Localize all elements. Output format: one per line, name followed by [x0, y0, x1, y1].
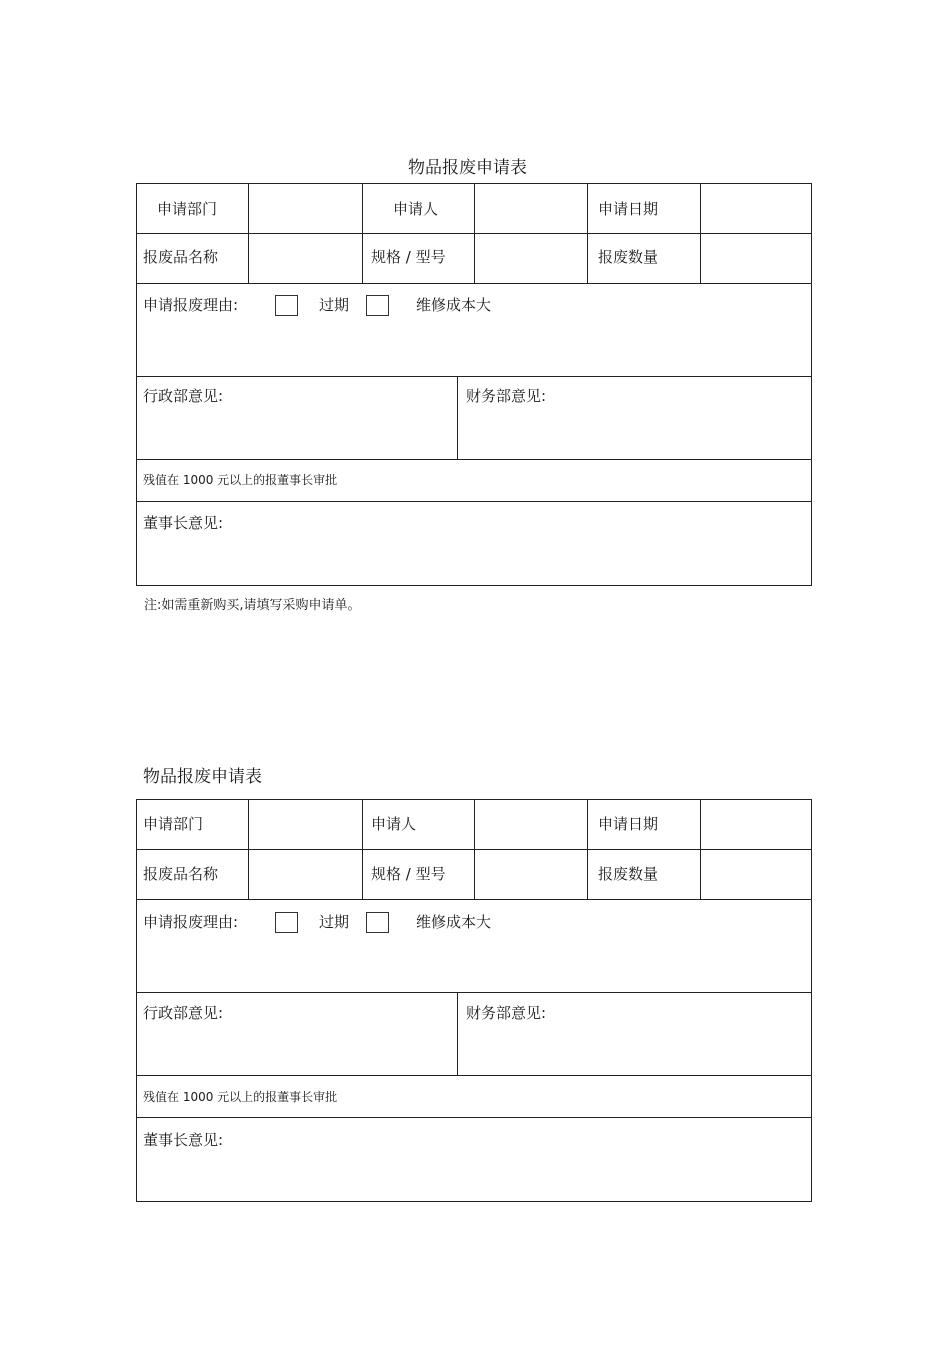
spec-model-label: 规格 / 型号: [371, 248, 446, 266]
row-divider: [137, 501, 811, 502]
date-field[interactable]: [701, 184, 811, 232]
form-title: 物品报废申请表: [143, 767, 262, 787]
expired-option-label: 过期: [319, 913, 350, 931]
expired-checkbox[interactable]: [275, 912, 298, 933]
repair-cost-checkbox[interactable]: [366, 295, 389, 316]
col-divider: [587, 184, 588, 283]
department-label: 申请部门: [143, 815, 204, 833]
reason-field[interactable]: [137, 319, 811, 375]
item-name-field[interactable]: [249, 850, 361, 898]
admin-opinion-field[interactable]: [137, 406, 456, 458]
row-divider: [137, 376, 811, 377]
spec-model-label: 规格 / 型号: [371, 865, 446, 883]
footnote: 注:如需重新购买,请填写采购申请单。: [144, 598, 361, 613]
row-divider: [137, 1075, 811, 1076]
item-name-label: 报废品名称: [143, 248, 219, 266]
department-field[interactable]: [249, 184, 361, 232]
department-label: 申请部门: [157, 200, 218, 218]
quantity-label: 报废数量: [598, 248, 659, 266]
chairman-opinion-label: 董事长意见:: [143, 514, 224, 532]
finance-opinion-label: 财务部意见:: [466, 387, 547, 405]
form-title: 物品报废申请表: [408, 158, 527, 178]
scrap-request-form: [136, 183, 812, 586]
row-divider: [137, 283, 811, 284]
scrap-request-form: [136, 799, 812, 1202]
date-label: 申请日期: [598, 200, 659, 218]
spec-model-field[interactable]: [475, 234, 586, 282]
approval-rule-text: 残值在 1000 元以上的报董事长审批: [143, 1090, 338, 1104]
repair-cost-option-label: 维修成本大: [416, 913, 492, 931]
spec-model-field[interactable]: [475, 850, 586, 898]
reason-label: 申请报废理由:: [143, 296, 239, 314]
reason-label: 申请报废理由:: [143, 913, 239, 931]
applicant-label: 申请人: [371, 815, 417, 833]
col-divider: [362, 800, 363, 899]
admin-opinion-field[interactable]: [137, 1023, 456, 1074]
applicant-label: 申请人: [393, 200, 439, 218]
applicant-field[interactable]: [475, 800, 586, 848]
expired-checkbox[interactable]: [275, 295, 298, 316]
quantity-label: 报废数量: [598, 865, 659, 883]
admin-opinion-label: 行政部意见:: [143, 1004, 224, 1022]
quantity-field[interactable]: [701, 850, 811, 898]
approval-rule-text: 残值在 1000 元以上的报董事长审批: [143, 473, 338, 487]
item-name-label: 报废品名称: [143, 865, 219, 883]
department-field[interactable]: [249, 800, 361, 848]
col-divider: [587, 800, 588, 899]
repair-cost-checkbox[interactable]: [366, 912, 389, 933]
reason-field[interactable]: [137, 936, 811, 991]
row-divider: [137, 1117, 811, 1118]
chairman-opinion-field[interactable]: [137, 1151, 811, 1200]
admin-opinion-label: 行政部意见:: [143, 387, 224, 405]
col-divider: [362, 184, 363, 283]
row-divider: [137, 899, 811, 900]
date-field[interactable]: [701, 800, 811, 848]
chairman-opinion-label: 董事长意见:: [143, 1131, 224, 1149]
date-label: 申请日期: [598, 815, 659, 833]
finance-opinion-label: 财务部意见:: [466, 1004, 547, 1022]
expired-option-label: 过期: [319, 296, 350, 314]
repair-cost-option-label: 维修成本大: [416, 296, 492, 314]
quantity-field[interactable]: [701, 234, 811, 282]
applicant-field[interactable]: [475, 184, 586, 232]
row-divider: [137, 992, 811, 993]
chairman-opinion-field[interactable]: [137, 534, 811, 584]
row-divider: [137, 459, 811, 460]
finance-opinion-field[interactable]: [458, 406, 811, 458]
item-name-field[interactable]: [249, 234, 361, 282]
finance-opinion-field[interactable]: [458, 1023, 811, 1074]
